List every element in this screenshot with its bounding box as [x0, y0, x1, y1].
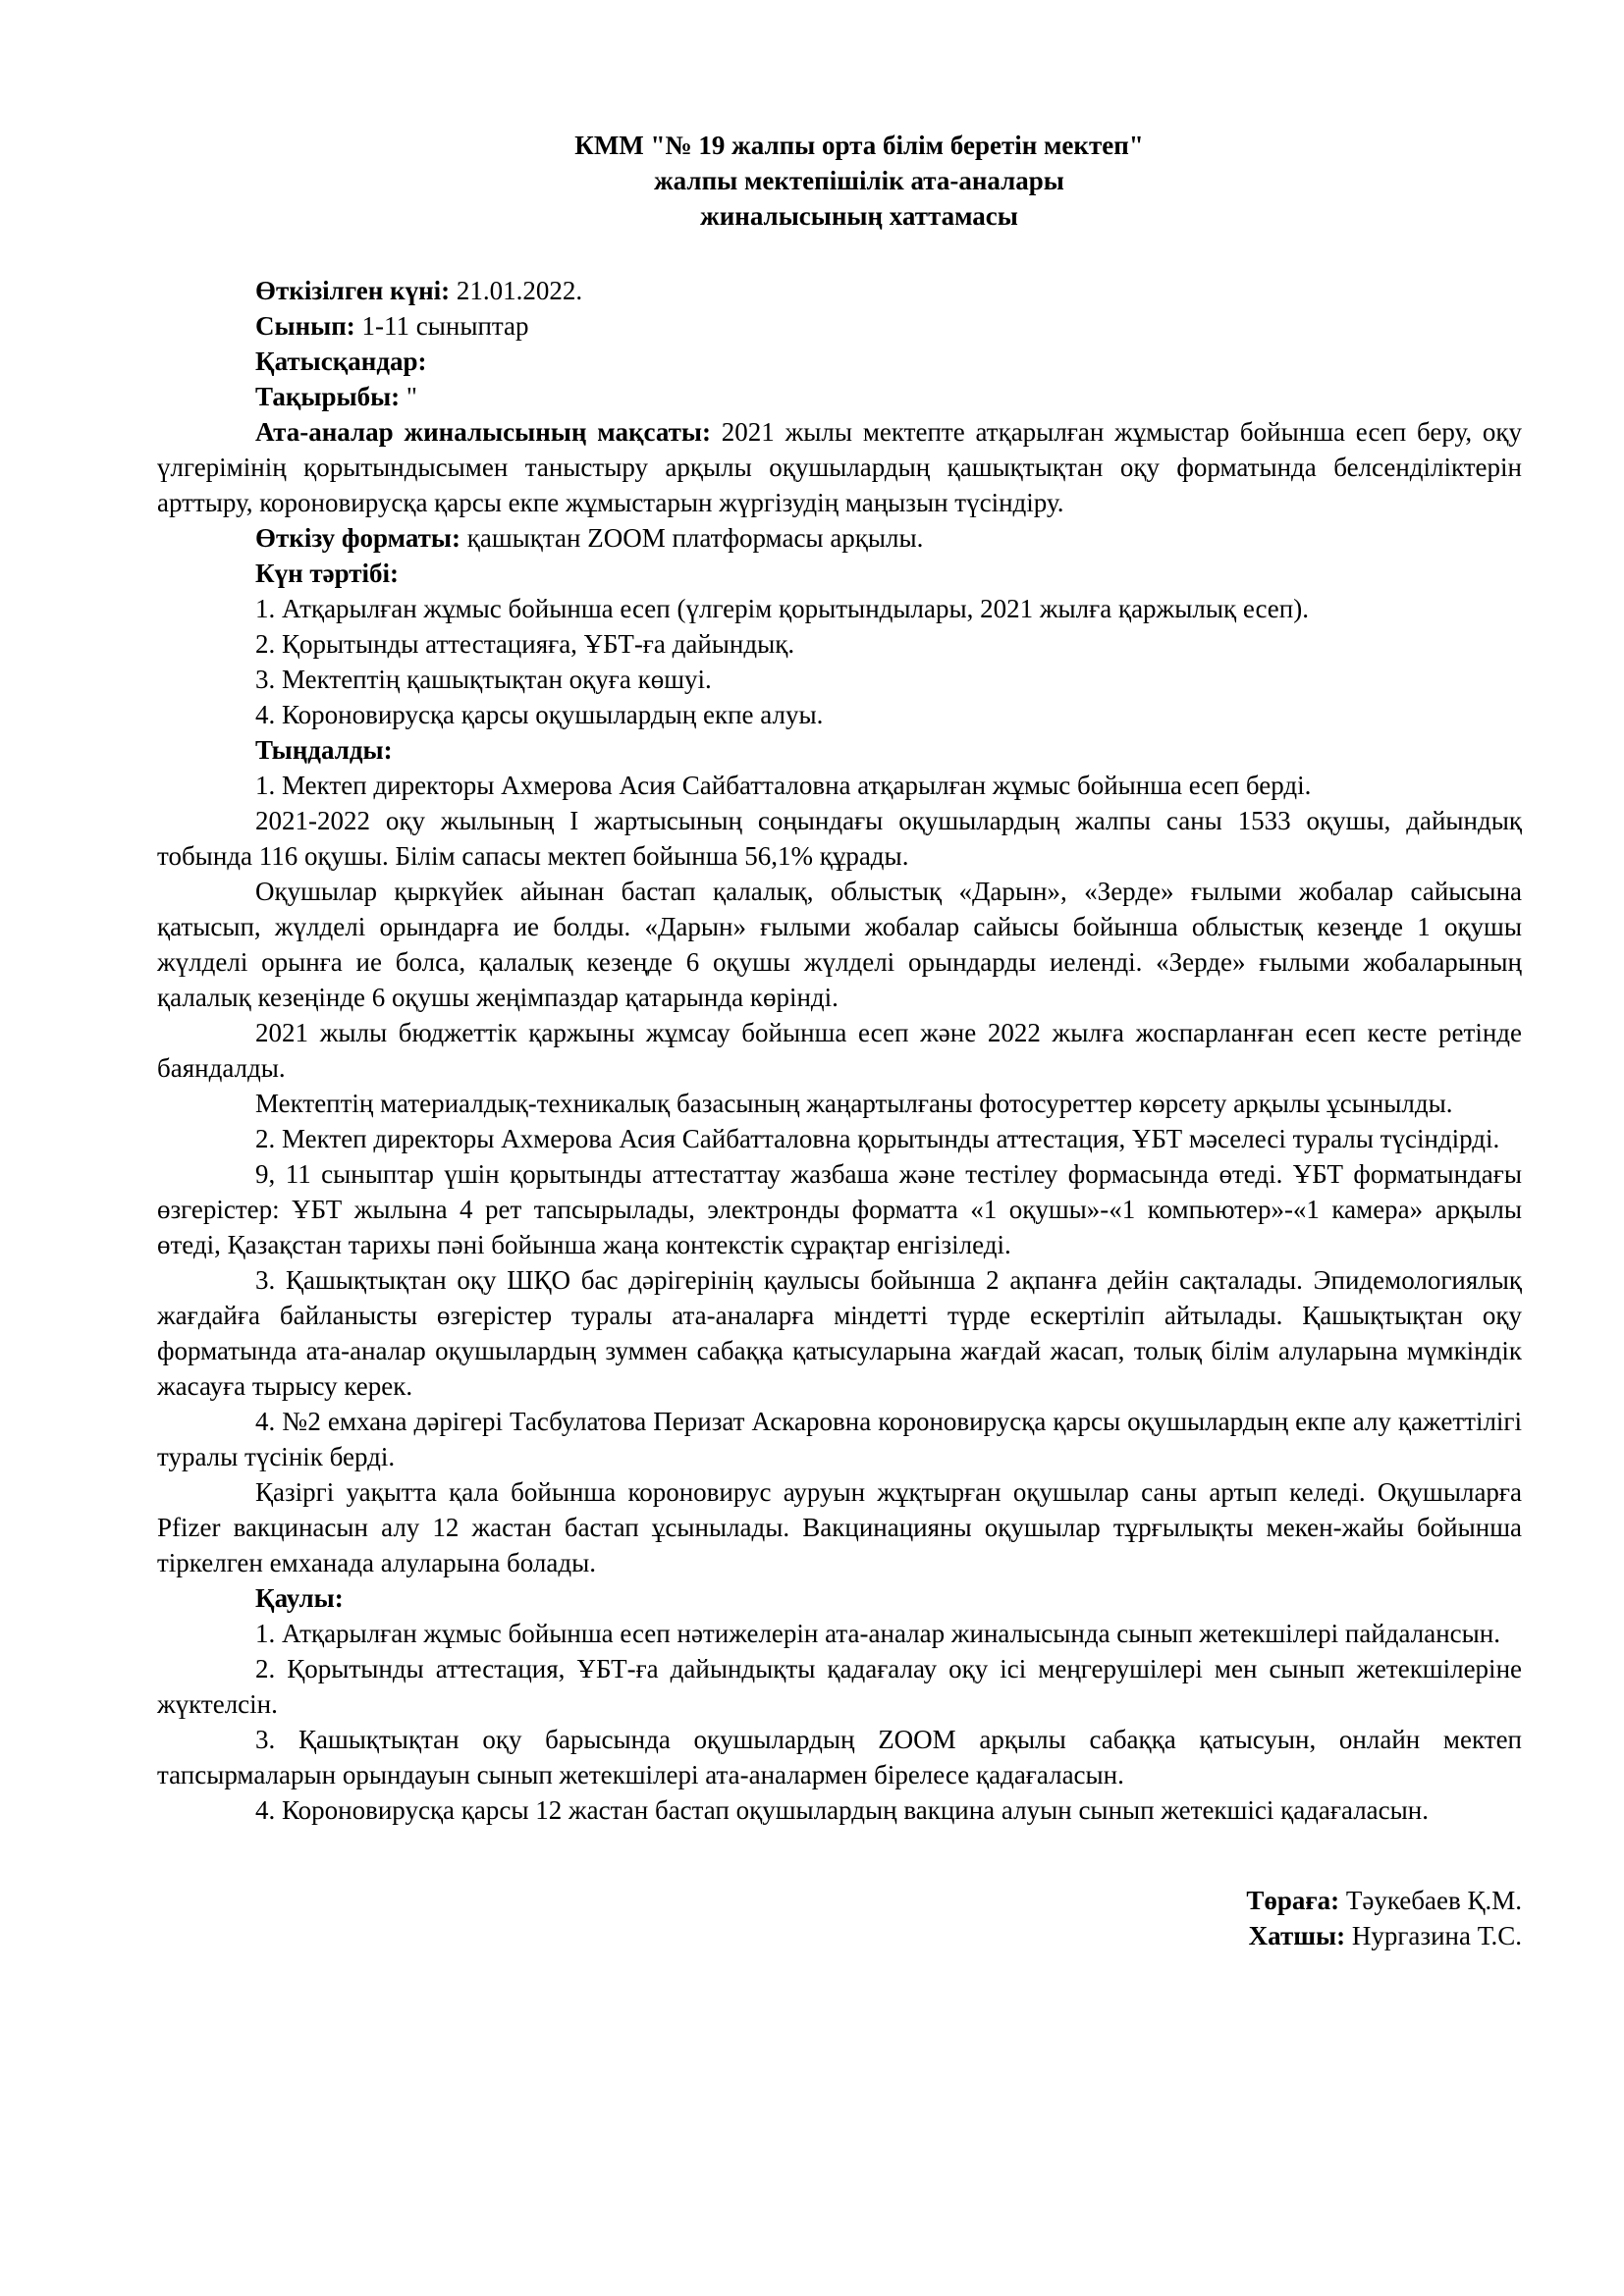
chair-label: Төраға: [1246, 1886, 1340, 1915]
topic-value: " [400, 382, 417, 411]
chair-signature [157, 1883, 1522, 1918]
agenda-item: 1. Атқарылған жұмыс бойынша есеп (үлгерім қорытындылары, 2021 жылға қаржылық есеп). [255, 594, 1309, 623]
heard-paragraph: 2021 жылы бюджеттік қаржыны жұмсау бойынша есеп және 2022 жылға жоспарланған есеп кесте ретінде баяндалды. [157, 1018, 1522, 1083]
title-line-1: КММ "№ 19 жалпы орта білім беретін мектеп" [574, 131, 1144, 160]
meta-participants [157, 344, 1522, 379]
resolution-item: 1. Атқарылған жұмыс бойынша есеп нәтижелерін ата-аналар жиналысында сынып жетекшілері пайдалансын. [255, 1619, 1500, 1648]
title-line-3: жиналысының хаттамасы [700, 201, 1018, 231]
date-label: Өткізілген күні: [255, 276, 451, 305]
heard-label: Тыңдалды: [255, 735, 393, 765]
document-page [157, 128, 1522, 1953]
heard-paragraph: 2. Мектеп директоры Ахмерова Асия Сайбатталовна қорытынды аттестация, ҰБТ мәселесі туралы түсіндірді. [255, 1124, 1500, 1153]
document-title [157, 128, 1522, 234]
heard-paragraph: Мектептің материалдық-техникалық базасының жаңартылғаны фотосуреттер көрсету арқылы ұсынылды. [255, 1089, 1453, 1118]
class-value: 1-11 сыныптар [354, 311, 529, 341]
heard-paragraph: 4. №2 емхана дәрігері Тасбулатова Перизат Аскаровна короновирусқа қарсы оқушылардың екпе алу қажеттілігі туралы түсінік берді. [157, 1407, 1522, 1471]
agenda-item: 2. Қорытынды аттестацияға, ҰБТ-ға дайындық. [255, 629, 795, 659]
resolution-item: 2. Қорытынды аттестация, ҰБТ-ға дайындықты қадағалау оқу ісі меңгерушілері мен сынып жетекшілеріне жүктелсін. [157, 1654, 1522, 1719]
title-line-2: жалпы мектепішілік ата-аналары [654, 166, 1064, 195]
participants-label: Қатысқандар: [255, 347, 427, 376]
heard-paragraph: 1. Мектеп директоры Ахмерова Асия Сайбатталовна атқарылған жұмыс бойынша есеп берді. [255, 771, 1312, 800]
secretary-signature [157, 1918, 1522, 1953]
heard-paragraph: 3. Қашықтықтан оқу ШҚО бас дәрігерінің қаулысы бойынша 2 ақпанға дейін сақталады. Эпидемологиялық жағдайға байланысты өзгерістер туралы ата-аналарға міндетті түрде ескертіліп айтылады. Қашықтықтан оқу форматында ата-аналар оқушылардың зуммен сабаққа қатысуларына жағдай жасап, толық білім алуларына мүмкіндік жасауға тырысу керек. [157, 1265, 1522, 1401]
purpose-paragraph [157, 414, 1522, 520]
purpose-label: Ата-аналар жиналысының мақсаты: [255, 417, 711, 447]
agenda-item: 4. Короновирусқа қарсы оқушылардың екпе алуы. [255, 700, 824, 729]
secretary-name: Нургазина Т.С. [1345, 1921, 1522, 1950]
format-text: қашықтан ZOOM платформасы арқылы. [460, 523, 924, 553]
meta-topic [157, 379, 1522, 414]
heard-paragraph: 9, 11 сыныптар үшін қорытынды аттестаттау жазбаша және тестілеу формасында өтеді. ҰБТ форматындағы өзгерістер: ҰБТ жылына 4 рет тапсырылады, электронды форматта «1 оқушы»-«1 компьютер»-«1 камера» арқылы өтеді, Қазақстан тарихы пәні бойынша жаңа контекстік сұрақтар енгізіледі. [157, 1159, 1522, 1259]
class-label: Сынып: [255, 311, 355, 341]
agenda-item: 3. Мектептің қашықтықтан оқуға көшуі. [255, 665, 712, 694]
agenda-label: Күн тәртібі: [255, 559, 400, 588]
chair-name: Тәукебаев Қ.М. [1339, 1886, 1522, 1915]
meta-date [157, 273, 1522, 308]
secretary-label: Хатшы: [1248, 1921, 1346, 1950]
topic-label: Тақырыбы: [255, 382, 401, 411]
resolution-item: 4. Короновирусқа қарсы 12 жастан бастап оқушылардың вакцина алуын сынып жетекшісі қадағаласын. [255, 1795, 1429, 1825]
meta-class [157, 308, 1522, 344]
resolution-item: 3. Қашықтықтан оқу барысында оқушылардың ZOOM арқылы сабаққа қатысуын, онлайн мектеп тапсырмаларын орындауын сынып жетекшілері ата-аналармен бірелесе қадағаласын. [157, 1725, 1522, 1789]
heard-paragraph: Қазіргі уақытта қала бойынша короновирус ауруын жұқтырған оқушылар саны артып келеді. Оқушыларға Pfizer вакцинасын алу 12 жастан бастап ұсынылады. Вакцинацияны оқушылар тұрғылықты мекен-жайы бойынша тіркелген емханада алуларына болады. [157, 1477, 1522, 1577]
date-value: 21.01.2022. [450, 276, 583, 305]
heard-paragraph: Оқушылар қыркүйек айынан бастап қалалық, облыстық «Дарын», «Зерде» ғылыми жобалар сайысына қатысып, жүлделі орындарға ие болды. «Дарын» ғылыми жобалар сайысы бойынша облыстық кезеңде 1 оқушы жүлделі орынға ие болса, қалалық кезеңде 6 оқушы жүлделі орындарды иеленді. «Зерде» ғылыми жобаларының қалалық кезеңінде 6 оқушы жеңімпаздар қатарында көрінді. [157, 877, 1522, 1012]
heard-paragraph: 2021-2022 оқу жылының І жартысының соңындағы оқушылардың жалпы саны 1533 оқушы, дайындық тобында 116 оқушы. Білім сапасы мектеп бойынша 56,1% құрады. [157, 806, 1522, 871]
resolution-label: Қаулы: [255, 1583, 344, 1613]
purpose-text: 2021 жылы мектепте атқарылған жұмыстар бойынша есеп беру, оқу үлгерімінің қорытындысымен таныстыру арқылы оқушылардың қашықтықтан оқу форматында белсенділіктерін арттыру, короновирусқа қарсы екпе жұмыстарын жүргізудің маңызын түсіндіру. [157, 417, 1523, 517]
signature-block [157, 1883, 1522, 1953]
format-paragraph [157, 520, 1522, 556]
format-label: Өткізу форматы: [255, 523, 460, 553]
